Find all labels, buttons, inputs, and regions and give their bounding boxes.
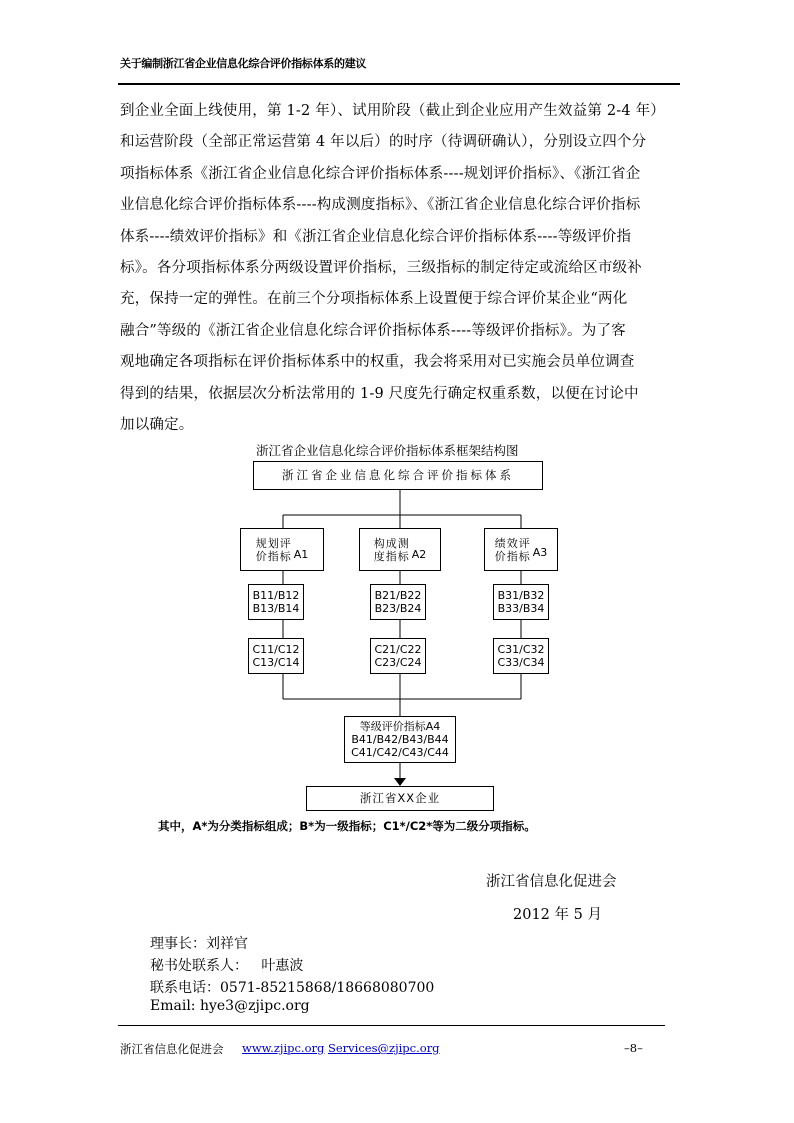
level1-box-b1 bbox=[248, 584, 304, 620]
category-label-line1: 绩效评 bbox=[494, 536, 531, 550]
grade-line: 等级评价指标A4 bbox=[359, 720, 441, 733]
diagram-caption: 其中，A*为分类指标组成；B*为一级指标；C1*/C2*等为二级分项指标。 bbox=[158, 819, 536, 833]
body-line: 项指标体系《浙江省企业信息化综合评价指标体系----规划评价指标》、《浙江省企 bbox=[120, 165, 641, 182]
running-header-title: 关于编制浙江省企业信息化综合评价指标体系的建议 bbox=[120, 57, 367, 70]
contact-email: Email: hye3@zjipc.org bbox=[150, 998, 310, 1014]
level2-line: C11/C12 bbox=[252, 643, 300, 656]
level1-box-b2 bbox=[370, 584, 426, 620]
footer-website-link[interactable] bbox=[242, 1041, 324, 1055]
level2-box-c3 bbox=[493, 638, 549, 674]
level2-line: C21/C22 bbox=[374, 643, 422, 656]
level1-box-b3 bbox=[493, 584, 549, 620]
body-line: 观地确定各项指标在评价指标体系中的权重，我会将采用对已实施会员单位调查 bbox=[120, 354, 635, 371]
body-line: 和运营阶段（全部正常运营第 4 年以后）的时序（待调研确认），分别设立四个分 bbox=[120, 134, 647, 151]
body-line: 融合”等级的《浙江省企业信息化综合评价指标体系----等级评价指标》。为了客 bbox=[120, 322, 626, 339]
contact-secretary: 秘书处联系人： 叶惠波 bbox=[150, 958, 304, 974]
contact-phone: 联系电话：0571-85215868/18668080700 bbox=[150, 980, 435, 996]
category-box-a1 bbox=[240, 528, 324, 571]
body-line: 加以确定。 bbox=[120, 417, 194, 434]
category-box-a2 bbox=[359, 528, 441, 571]
diagram-title: 浙江省企业信息化综合评价指标体系框架结构图 bbox=[256, 443, 519, 458]
level2-line: C13/C14 bbox=[252, 656, 300, 669]
page-number: –8– bbox=[624, 1041, 643, 1055]
target-label: 浙江省XX企业 bbox=[359, 791, 441, 805]
target-box bbox=[306, 786, 494, 811]
category-label-line2: 价指标 bbox=[494, 549, 531, 563]
level2-box-c1 bbox=[248, 638, 304, 674]
signature-date: 2012 年 5 月 bbox=[513, 907, 602, 923]
category-box-a3 bbox=[484, 528, 558, 571]
body-line: 得到的结果，依据层次分析法常用的 1-9 尺度先行确定权重系数，以便在讨论中 bbox=[120, 385, 639, 402]
root-box bbox=[253, 461, 543, 490]
category-label-line2: 度指标 bbox=[373, 549, 410, 563]
level2-box-c2 bbox=[370, 638, 426, 674]
category-label-line1: 构成测 bbox=[373, 536, 410, 550]
website-link[interactable]: www.zjipc.org bbox=[242, 1041, 325, 1055]
email-link[interactable]: Services@zjipc.org bbox=[328, 1041, 440, 1055]
level2-line: C33/C34 bbox=[497, 656, 545, 669]
grade-line: B41/B42/B43/B44 bbox=[351, 733, 449, 746]
level2-line: C31/C32 bbox=[497, 643, 545, 656]
level1-line: B11/B12 bbox=[252, 589, 300, 602]
grade-box-a4 bbox=[344, 716, 456, 763]
level2-line: C23/C24 bbox=[374, 656, 422, 669]
category-code: A2 bbox=[411, 548, 427, 561]
signature-org: 浙江省信息化促进会 bbox=[486, 874, 617, 890]
category-label-line2: 价指标 bbox=[255, 549, 292, 563]
level1-line: B31/B32 bbox=[497, 589, 545, 602]
grade-line: C41/C42/C43/C44 bbox=[351, 746, 449, 759]
footer-org: 浙江省信息化促进会 bbox=[120, 1042, 224, 1056]
body-line: 到企业全面上线使用，第 1-2 年）、试用阶段（截止到企业应用产生效益第 2-4 年） bbox=[120, 103, 665, 119]
level1-line: B21/B22 bbox=[374, 589, 422, 602]
level1-line: B23/B24 bbox=[374, 602, 422, 615]
category-label-line1: 规划评 bbox=[255, 536, 292, 550]
contact-chairman: 理事长：刘祥官 bbox=[150, 936, 248, 952]
footer-rule bbox=[118, 1025, 665, 1026]
footer-email-link[interactable] bbox=[328, 1041, 440, 1055]
category-code: A1 bbox=[293, 548, 309, 561]
level1-line: B33/B34 bbox=[497, 602, 545, 615]
category-code: A3 bbox=[532, 546, 548, 559]
body-line: 业信息化综合评价指标体系----构成测度指标》、《浙江省企业信息化综合评价指标 bbox=[120, 197, 641, 214]
arrow-down-icon bbox=[394, 778, 406, 786]
body-line: 标》。各分项指标体系分两级设置评价指标，三级指标的制定待定或流给区市级补 bbox=[120, 260, 642, 277]
level1-line: B13/B14 bbox=[252, 602, 300, 615]
root-label: 浙江省企业信息化综合评价指标体系 bbox=[282, 468, 514, 482]
body-line: 充，保持一定的弹性。在前三个分项指标体系上设置便于综合评价某企业“两化 bbox=[120, 291, 628, 308]
body-line: 体系----绩效评价指标》和《浙江省企业信息化综合评价指标体系----等级评价指 bbox=[120, 228, 632, 245]
